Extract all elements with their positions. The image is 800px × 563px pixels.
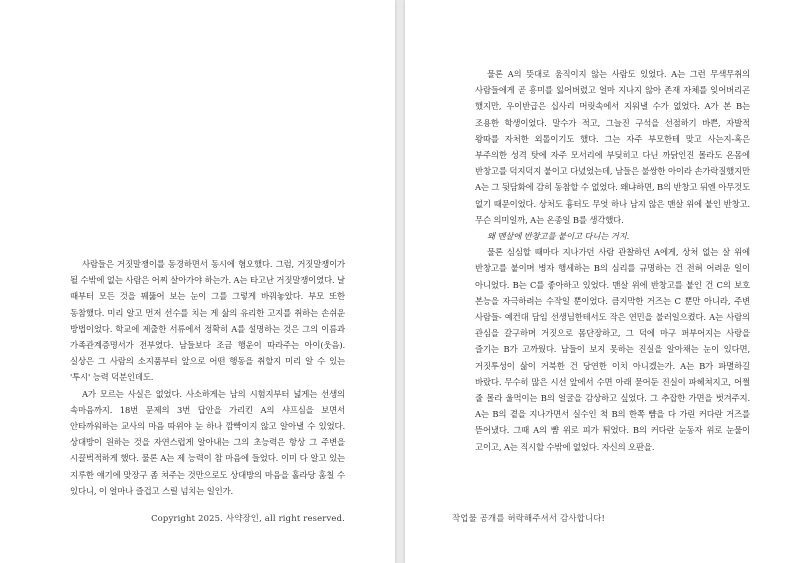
right-page-body [475,66,750,455]
thanks-footer: 작업물 공개를 허락해주셔서 감사합니다! [452,513,606,523]
left-page-body [70,256,345,499]
paragraph: A가 모르는 사실은 없었다. 사소하게는 남의 시험지부터 넓게는 선생의 속마음까지. 18번 문제의 3번 답안을 가리킨 A의 샤프심을 보면서 안타까워하는 교사의 마음 따위야 눈 하나 깜빡이지 않고 알아낼 수 있었다. 상대방이 원하는 것을 자연스럽게 알아내는 그의 초능력은 항상 그 주변을 시끌벅적하게 했다. 물론 A는 제 능력이 참 마음에 들었다. 이미 다 알고 있는 지루한 얘기에 맞장구 좀 쳐주는 것만으로도 상대방의 마음을 홀라당 훔칠 수 있다니, 이 얼마나 즐겁고 스릴 넘치는 일인가. [70,388,345,496]
italic-thought-line: 왜 맨살에 반창고를 붙이고 다니는 거지. [487,231,630,242]
paragraph: 물론 A의 뜻대로 움직이지 않는 사람도 있었다. A는 그런 무색무취의 사람들에게 곧 흥미를 잃어버렸고 얼마 지나지 않아 존재 자체를 잊어버리곤 했지만, 우이반급은 십사리 머릿속에서 지워낼 수가 없었다. A가 본 B는 조용한 학생이었다. 말수가 적고, 그늘진 구석을 선점하기 바쁜, 자발적 왕따를 자처한 외톨이기도 했다. 그는 자주 부모한테 맞고 사는지-혹은 부주의한 성격 탓에 자주 모서리에 부딪히고 다닌 까닭인진 몰라도 온몸에 반창고를 덕지덕지 붙이고 다녔었는데, 남들은 불쌍한 아이라 손가락질했지만 A는 그 뒷담화에 감히 동참할 수 없었다. 왜냐하면, B의 반창고 뒤엔 아무것도 없기 때문이었다. 상처도 흉터도 무엇 하나 남지 않은 맨살 위에 붙인 반창고. 무슨 의미일까, A는 온종일 B를 생각했다. [475,69,750,225]
left-page [0,0,395,563]
paragraph: 물론 심심할 때마다 지나가던 사람 관찰하던 A에게, 상처 없는 살 위에 반창고를 붙이며 병자 행세하는 B의 심리를 규명하는 건 전혀 어려운 일이 아니었다. B는 C를 좋아하고 있었다. 맨살 위에 반창고를 붙인 건 C의 보호 본능을 자극하려는 수작일 뿐이었다. 큼지막한 거즈는 C 뿐만 아니라, 주변 사람들- 예컨대 담임 선생님한테서도 작은 연민을 불러일으켰다. A는 사람의 관심을 갈구하며 거짓으로 몸단장하고, 그 덕에 마구 퍼부어지는 사랑을 즐기는 B가 고까웠다. 남들이 보지 못하는 진실을 알아채는 눈이 있다면, 거짓투성이 삶이 거북한 건 당연한 이치 아니겠는가. A는 B가 파멸하길 바랐다. 무수히 많은 시선 앞에서 수면 아래 묻어둔 진실이 파헤쳐지고, 어쩔 줄 몰라 울먹이는 B의 얼굴을 감상하고 싶었다. 그 추잡한 가면을 벗겨주지. A는 B의 곁을 지나가면서 실수인 척 B의 한쪽 뺨을 다 가린 커다란 거즈를 뜯어냈다. 그때 A의 뺨 위로 피가 튀었다. B의 커다란 눈동자 위로 눈물이 고이고, A는 직시할 수밖에 없었다. 자신의 오판을. [475,247,750,452]
paragraph: 사람들은 거짓말쟁이를 동경하면서 동시에 혐오했다. 그럼, 거짓말쟁이가 될 수밖에 없는 사람은 어찌 살아가야 하는가. A는 타고난 거짓말쟁이였다. 날 때부터 모든 것을 꿰뚫어 보는 눈이 그를 그렇게 바꿔놓았다. 부모 또한 동참했다. 미리 알고 먼저 선수를 치는 게 삶의 유리한 고지를 취하는 손쉬운 방법이었다. 학교에 제출한 서류에서 정확히 A를 설명하는 것은 그의 이름과 가족관계증명서가 전부였다. 남들보다 조금 행운이 따라주는 아이(웃음). 실상은 그 사람의 소지품부터 앞으로 어떤 행동을 취할지 미리 알 수 있는 '투시' 능력 덕분인데도. [70,259,345,383]
copyright-footer: Copyright 2025. 사약장인, all right reserved. [151,513,345,523]
right-page [405,0,800,563]
